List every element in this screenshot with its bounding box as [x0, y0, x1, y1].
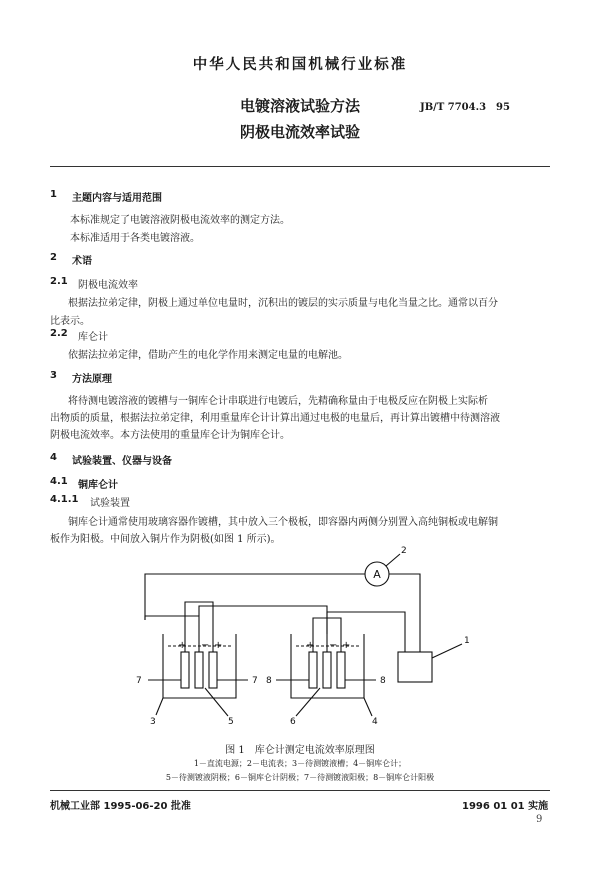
coulometer-anode-right-plus: + [342, 640, 351, 651]
section-2-2-title: 库仑计 [78, 332, 108, 343]
section-1-para-2: 本标准适用于各类电镀溶液。 [70, 233, 200, 244]
wire-top-loop [145, 574, 365, 620]
implementation-date: 1996 01 01 实施 [462, 801, 549, 812]
section-1-number: 1 [50, 189, 57, 200]
coulometer-anode-left [309, 652, 317, 688]
section-3-title: 方法原理 [72, 374, 112, 385]
callout-7-left: 7 [136, 676, 142, 686]
coulometer-anode-left-plus: + [306, 640, 315, 651]
section-1-title: 主题内容与适用范围 [72, 193, 162, 204]
org-header: 中华人民共和国机械行业标准 [192, 57, 408, 73]
figure-1-legend-line-1: 1－直流电源；2－电流表；3－待测镀液槽；4－铜库仑计； [193, 759, 407, 768]
callout-6: 6 [290, 717, 296, 727]
coulometer-cathode [323, 652, 331, 688]
footer-rule [50, 790, 550, 791]
section-2-1-number: 2.1 [50, 276, 68, 287]
callout-1: 1 [464, 636, 470, 646]
callout-3: 3 [150, 717, 156, 727]
plating-anode-left-plus: + [178, 640, 187, 651]
section-2-1-line-2: 比表示。 [50, 316, 90, 327]
wire-between-cells [199, 606, 327, 634]
wire-left-cathode [145, 616, 199, 634]
section-3-line-1: 将待测电镀溶液的镀槽与一铜库仑计串联进行电镀后，先精确称量由于电极反应在阴极上实际析 [68, 396, 488, 407]
callout-5: 5 [228, 717, 234, 727]
coulometer-cathode-minus: − [329, 640, 338, 651]
section-4-1-1-title: 试验装置 [90, 498, 130, 509]
section-4-1-1-number: 4.1.1 [50, 494, 79, 505]
doc-title-line1: 电镀溶液试验方法 [239, 97, 360, 115]
callout-8-right: 8 [380, 676, 386, 686]
section-2-number: 2 [50, 252, 57, 263]
section-3-number: 3 [50, 370, 57, 381]
section-4-number: 4 [50, 452, 57, 463]
plating-cathode-minus: − [201, 640, 210, 651]
plating-cathode [195, 652, 203, 688]
callout-8-left: 8 [266, 676, 272, 686]
section-4-title: 试验装置、仪器与设备 [72, 456, 172, 467]
approval-date: 机械工业部 1995-06-20 批准 [50, 801, 191, 812]
section-3-line-3: 阴极电流效率。本方法使用的重量库仑计为铜库仑计。 [50, 430, 290, 441]
standard-code: JB/T 7704.3 95 [420, 102, 510, 113]
section-2-1-line-1: 根据法拉弟定律，阴极上通过单位电量时，沉积出的镀层的实示质量与电化当量之比。通常以百分 [68, 298, 498, 309]
plating-anode-left [181, 652, 189, 688]
section-3-line-2: 出物质的质量，根据法拉弟定律，利用重量库仑计计算出通过电极的电量后，再计算出镀槽中待测溶液 [50, 413, 500, 424]
figure-1-caption-text: 库仑计测定电流效率原理图 [254, 745, 375, 756]
figure-1-caption-number: 图 1 [225, 745, 245, 756]
dc-power-source [398, 652, 432, 682]
figure-1-legend-line-2: 5－待测镀液阴极；6－铜库仑计阴极；7－待测镀液阳极；8－铜库仑计阳极 [165, 773, 435, 782]
section-2-2-para: 依据法拉弟定律，借助产生的电化学作用来测定电量的电解池。 [68, 350, 348, 361]
plating-anode-right [209, 652, 217, 688]
section-4-1-title: 铜库仑计 [78, 480, 118, 491]
section-1-para-1: 本标准规定了电镀溶液阴极电流效率的测定方法。 [70, 215, 290, 226]
ammeter-symbol: A [373, 568, 381, 581]
section-4-1-number: 4.1 [50, 476, 68, 487]
section-2-1-title: 阴极电流效率 [78, 280, 138, 291]
figure-1-caption [0, 741, 600, 756]
callout-4: 4 [372, 717, 378, 727]
plating-anode-right-plus: + [214, 640, 223, 651]
section-2-2-number: 2.2 [50, 328, 68, 339]
coulometer-anode-right [337, 652, 345, 688]
section-4-1-1-line-2: 板作为阳极。中间放入铜片作为阴极(如图 1 所示)。 [50, 534, 281, 545]
doc-title-line2: 阴极电流效率试验 [239, 123, 360, 141]
header-rule [50, 166, 550, 167]
callout-2: 2 [401, 546, 407, 556]
section-4-1-1-line-1: 铜库仑计通常使用玻璃容器作镀槽，其中放入三个极板，即容器内两侧分别置入高纯铜板或电解铜 [68, 517, 498, 528]
section-2-title: 术语 [72, 256, 92, 267]
figure-1-circuit-diagram [0, 540, 600, 740]
callout-7-right: 7 [252, 676, 258, 686]
page-number: 9 [536, 814, 543, 825]
